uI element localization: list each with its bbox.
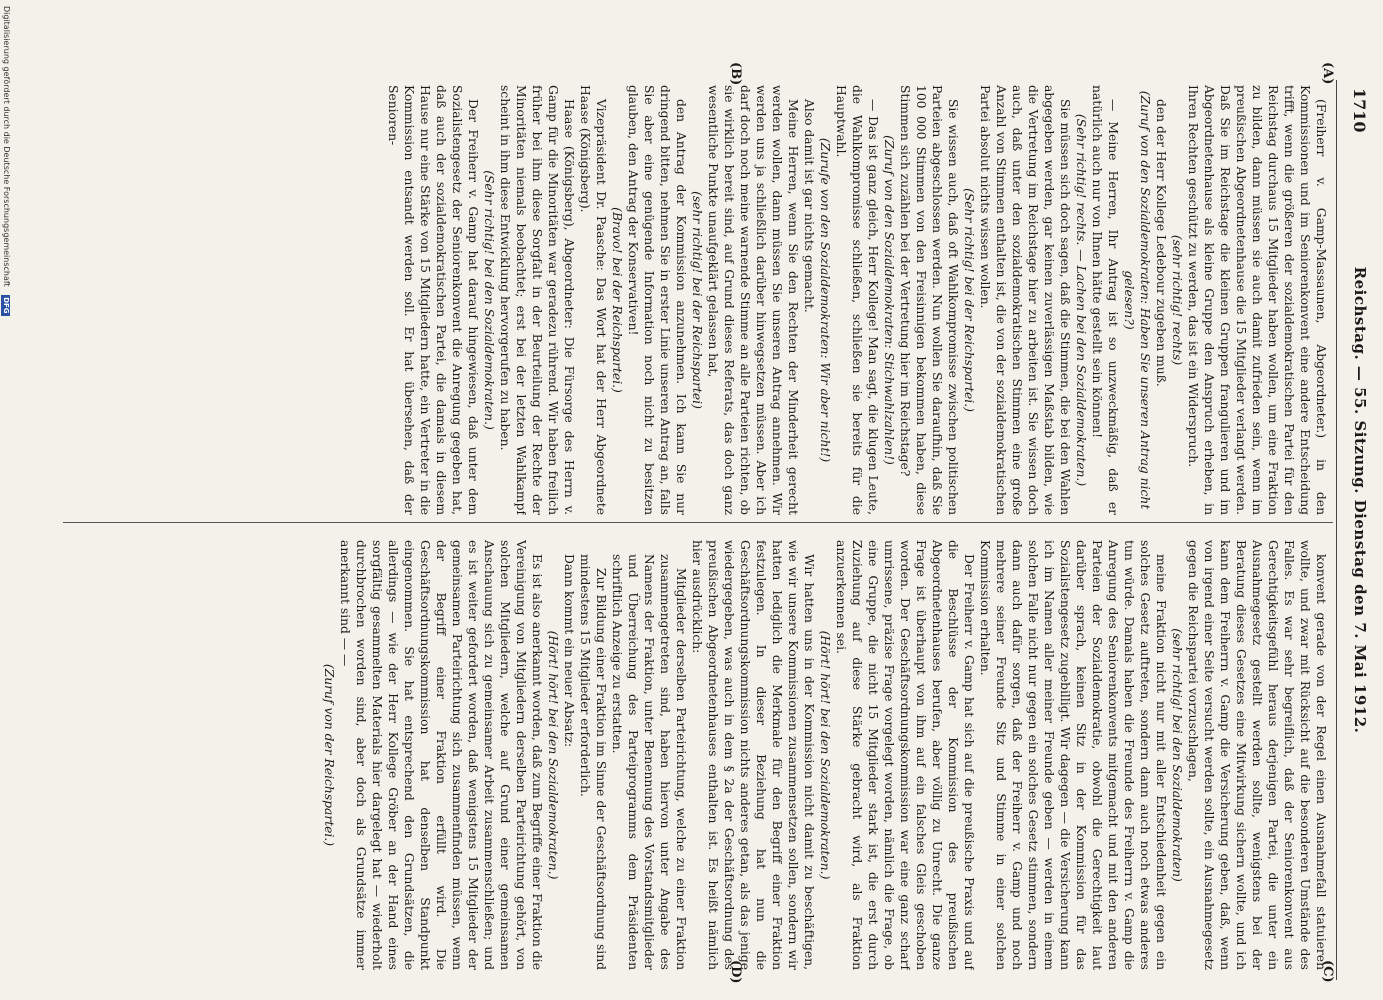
paragraph: Wir hatten uns in der Kommission nicht damit zu beschäftigen, wie wir unsere Kommissionen zusammensetzen sollen, sondern wir hatten lediglich die Merkmale für den Begriff einer Fraktion festzulegen. In dieser Beziehung hat nun die Geschäftsordnungskommission nichts anderes getan, als das jenige wiedergegeben, was auch in dem § 2a der Geschäftsordnung des preußischen Abgeordnetenhauses enthalten ist. Es heißt nämlich hier ausdrücklich: bbox=[690, 540, 816, 970]
interjection: (Zuruf von der Reichspartei.) bbox=[322, 663, 336, 847]
page-header bbox=[1335, 0, 1375, 1000]
interjection: (Hört! hört! bei den Sozialdemokraten.) bbox=[546, 630, 560, 880]
paragraph: Haase (Königsberg), Abgeordneter: Die Fürsorge des Herrn v. Gamp für die Minoritäten war geradezu rührend. Wir haben freilich früher bei ihm diese Sorgfalt in der Beurteilung der Rechte der Minoritäten niemals beobachtet; erst bei der letzten Wahlkampf scheint in ihm diese Entwicklung hervorgerufen zu haben. bbox=[498, 85, 576, 515]
interjection: (sehr richtig! bei der Reichspartei) bbox=[690, 191, 704, 409]
running-head: Reichstag. — 55. Sitzung. Dienstag den 7. Mai 1912. bbox=[1351, 266, 1369, 734]
margin-marker-d: (D) bbox=[728, 960, 743, 984]
paragraph: Vizepräsident Dr. Paasche: Das Wort hat der Herr Abgeordnete Haase (Königsberg). bbox=[578, 85, 608, 515]
digitization-footer bbox=[1, 6, 11, 996]
paragraph: Dann kommt ein neuer Absatz: bbox=[562, 554, 576, 748]
margin-marker-c: (C) bbox=[1320, 960, 1335, 983]
dfg-logo: DFG bbox=[2, 297, 10, 314]
paragraph: Mitglieder derselben Parteirichtung, welche zu einer Fraktion zusammengetreten sind, haben hiervon unter Angabe des Namens der Fraktion, unter Benennung des Vorstandsmitglieder und Überreichung des Parteiprogramms dem Präsidenten schriftlich Anzeige zu erstatten. bbox=[610, 554, 688, 970]
page-number: 1710 bbox=[1350, 88, 1369, 133]
interjection: (Bravo! bei der Reichspartei.) bbox=[610, 207, 624, 393]
interjection: (Zurufe von den Sozialdemokraten: Wir aber nicht!) bbox=[818, 137, 832, 463]
interjection: (Sehr richtig! bei der Reichspartei.) bbox=[962, 188, 976, 412]
paragraph: — Das ist ganz gleich, Herr Kollege! Man sagt, die klugen Leute, die Wahlkompromisse schließen, schließen sie bereits für die Hauptwahl. bbox=[834, 85, 880, 515]
paragraph: den der Herr Kollege Ledebour zugeben muß. bbox=[1154, 99, 1168, 387]
paragraph: konvent gerade von der Regel einen Ausnahmefall statuieren wollte, und zwar mit Rücksicht auf die besonderen Umstände des Falles. Es war sehr begreiflich, daß der Seniorenkonvent aus Gerechtigkeitsgefühl heraus derjenigen Partei, die unter ein Ausnahmegesetz gestellt werden sollte, wenigstens bei der Beratung dieses Gesetzes eine Mitwirkung sichern wollte, und ich kann dem Freiherrn v. Gamp die Versicherung geben, daß, wenn von irgend einer Seite versucht werden sollte, ein Ausnahmegesetz gegen die Reichspartei vorzuschlagen, bbox=[1186, 540, 1328, 970]
interjection: (Zuruf von den Sozialdemokraten: Stichwahlzahlen!) bbox=[882, 135, 896, 465]
interjection: (Zuruf von den Sozialdemokraten: Haben Sie unseren Antrag nicht gelesen?) bbox=[1122, 90, 1152, 510]
header-rule bbox=[1336, 80, 1337, 980]
paragraph: Es ist also anerkannt worden, daß zum Begriffe einer Fraktion die Vereinigung von Mitgliedern derselben Parteirichtung gehört, von solchen Mitgliedern, welche auf Grund einer gemeinsamen Anschauung sich zu gemeinsamer Arbeit zusammenschließen; und es ist weiter gefordert worden, daß wenigstens 15 Mitglieder der gemeinsamen Parteirichtung sich zusammenfinden müssen, wenn der Begriff einer Fraktion erfüllt wird. Die Geschäftsordnungskommission hat denselben Standpunkt eingenommen. Sie hat entsprechend den Grundsätzen, die allerdings — wie der Herr Kollege Gröber an der Hand eines sorgfältig gesammelten Materials hier dargelegt hat — wiederholt durchbrochen worden sind, aber doch als Grundsätze immer anerkannt sind — — bbox=[338, 540, 544, 970]
interjection: (Hört! hört! bei den Sozialdemokraten.) bbox=[818, 630, 832, 880]
paragraph: Sie müssen sich doch sagen, daß die Stimmen, die bei den Wahlen abgegeben werden, gar keinen zuverlässigen Maßstab bilden, wie die Vertretung im Reichstage hier zu arbeiten ist. Sie wissen doch auch, daß unter den sozialdemokratischen Stimmen eine große Anzahl von Stimmen enthalten ist, die von der sozialdemokratischen Partei absolut nichts wissen wollen. bbox=[978, 85, 1072, 515]
interjection: (Sehr richtig! bei den Sozialdemokraten.) bbox=[482, 170, 496, 430]
margin-marker-a: (A) bbox=[1320, 62, 1335, 85]
column-divider bbox=[63, 522, 1333, 523]
paragraph: den Antrag der Kommission anzunehmen. Ich kann Sie nur dringend bitten, nehmen Sie in erster Linie unseren Antrag an, falls Sie aber eine genügende Information noch nicht zu besitzen glauben, den Antrag der Konservativen! bbox=[626, 85, 688, 515]
right-text-column bbox=[69, 540, 1329, 970]
paragraph: Sie wissen auch, daß oft Wahlkompromisse zwischen politischen Parteien abgeschlossen werden. Nun wollen Sie daraufhin, daß Sie 100 000 Stimmen von den Freisinnigen bekommen haben, diese Stimmen sich zuzählen bei der Vertretung hier im Reichstage? bbox=[898, 85, 960, 515]
paragraph: (Freiherr v. Gamp-Massaunen, Abgeordneter.) in den Kommissionen und im Seniorenkonvent eine andere Entscheidung trifft, wenn die größeren der sozialdemokratischen Partei für den Reichstag durchaus 15 Mitglieder haben wollen, um eine Fraktion zu bilden, dann müssen sie auch damit zufrieden sein, wenn im preußischen Abgeordnetenhause die 15 Mitglieder verlangt werden. Daß Sie im Reichstage die kleinen Gruppen frangulieren und im Abgeordnetenhause als kleine Gruppe den Anspruch erheben, in Ihren Rechten geschützt zu werden, das ist ein Widerspruch. bbox=[1186, 85, 1328, 515]
interjection: (sehr richtig! rechts) bbox=[1170, 234, 1184, 366]
paragraph: — Meine Herren, Ihr Antrag ist so unzweckmäßig, daß er natürlich auch nur von Ihnen hätte gestellt sein können! bbox=[1090, 85, 1120, 515]
interjection: (Sehr richtig! rechts. — Lachen bei den Sozialdemokraten.) bbox=[1074, 113, 1088, 487]
left-text-column bbox=[69, 85, 1329, 515]
paragraph: Zur Bildung einer Fraktion im Sinne der Geschäftsordnung sind mindestens 15 Mitglieder erforderlich. bbox=[578, 554, 608, 970]
interjection: (sehr richtig! bei den Sozialdemokraten) bbox=[1170, 628, 1184, 882]
paragraph: Meine Herren, wenn Sie den Rechten der Minderheit gerecht werden wollen, dann müssen Sie unseren Antrag annehmen. Wir werden uns ja schließlich darüber hinwegsetzen müssen. Aber ich darf doch noch meine warnende Stimme an alle Parteien richten, ob sie wirklich bereit sind, auf Grund dieses Referats, das doch ganz wesentliche Punkte unaufgeklärt gelassen hat, bbox=[706, 85, 800, 515]
paragraph: Der Freiherr v. Gamp hat sich auf die preußische Praxis und auf die Beschlüsse der Kommission des preußischen Abgeordnetenhauses berufen, aber völlig zu Unrecht. Die ganze Frage ist überhaupt von ihm auf ein falsches Gleis geschoben worden. Der Geschäftsordnungskommission war eine ganz scharf umrissene, präzise Frage vorgelegt worden, nämlich die Frage, ob eine Gruppe, die nicht 15 Mitglieder stark ist, die erst durch Zuziehung auf diese Stärke gebracht wird, als Fraktion anzuerkennen sei. bbox=[834, 540, 976, 970]
paragraph: meine Fraktion nicht nur mit aller Entschiedenheit gegen ein solches Gesetz auftreten, sondern dann auch noch etwas anderes tun würde. Damals haben die Freunde des Freiherrn v. Gamp die Anregung des Seniorenkonvents mitgemacht und mit den anderen Parteien der Sozialdemokratie, obwohl die Gerechtigkeit laut darüber sprach, keinen Sitz in der Kommission für das Sozialistengesetz zugebilligt. Wir dagegen — die Versicherung kann ich im Namen aller meiner Freunde geben — werden in einem solchen Falle nicht nur gegen ein solches Gesetz stimmen, sondern dann auch dafür sorgen, daß der Freiherr v. Gamp und noch mehrere seiner Freunde Sitz und Stimme in einer solchen Kommission erhalten. bbox=[978, 540, 1168, 970]
margin-marker-b: (B) bbox=[728, 62, 743, 86]
paragraph: Also damit ist gar nichts gemacht. bbox=[802, 99, 816, 313]
paragraph: Der Freiherr v. Gamp hat darauf hingewiesen, daß unter dem Sozialistengesetz der Seniorenkonvent die Anregung gegeben hat, daß auch der sozialdemokratischen Partei, die damals in diesem Hause nur eine Stärke von 15 Mitgliedern hatte, ein Vertreter in die Kommission entsandt werden soll. Er hat übersehen, daß der Senioren- bbox=[386, 85, 480, 515]
digitization-note: Digitalisierung gefördert durch die Deutsche Forschungsgemeinschaft bbox=[2, 6, 11, 287]
